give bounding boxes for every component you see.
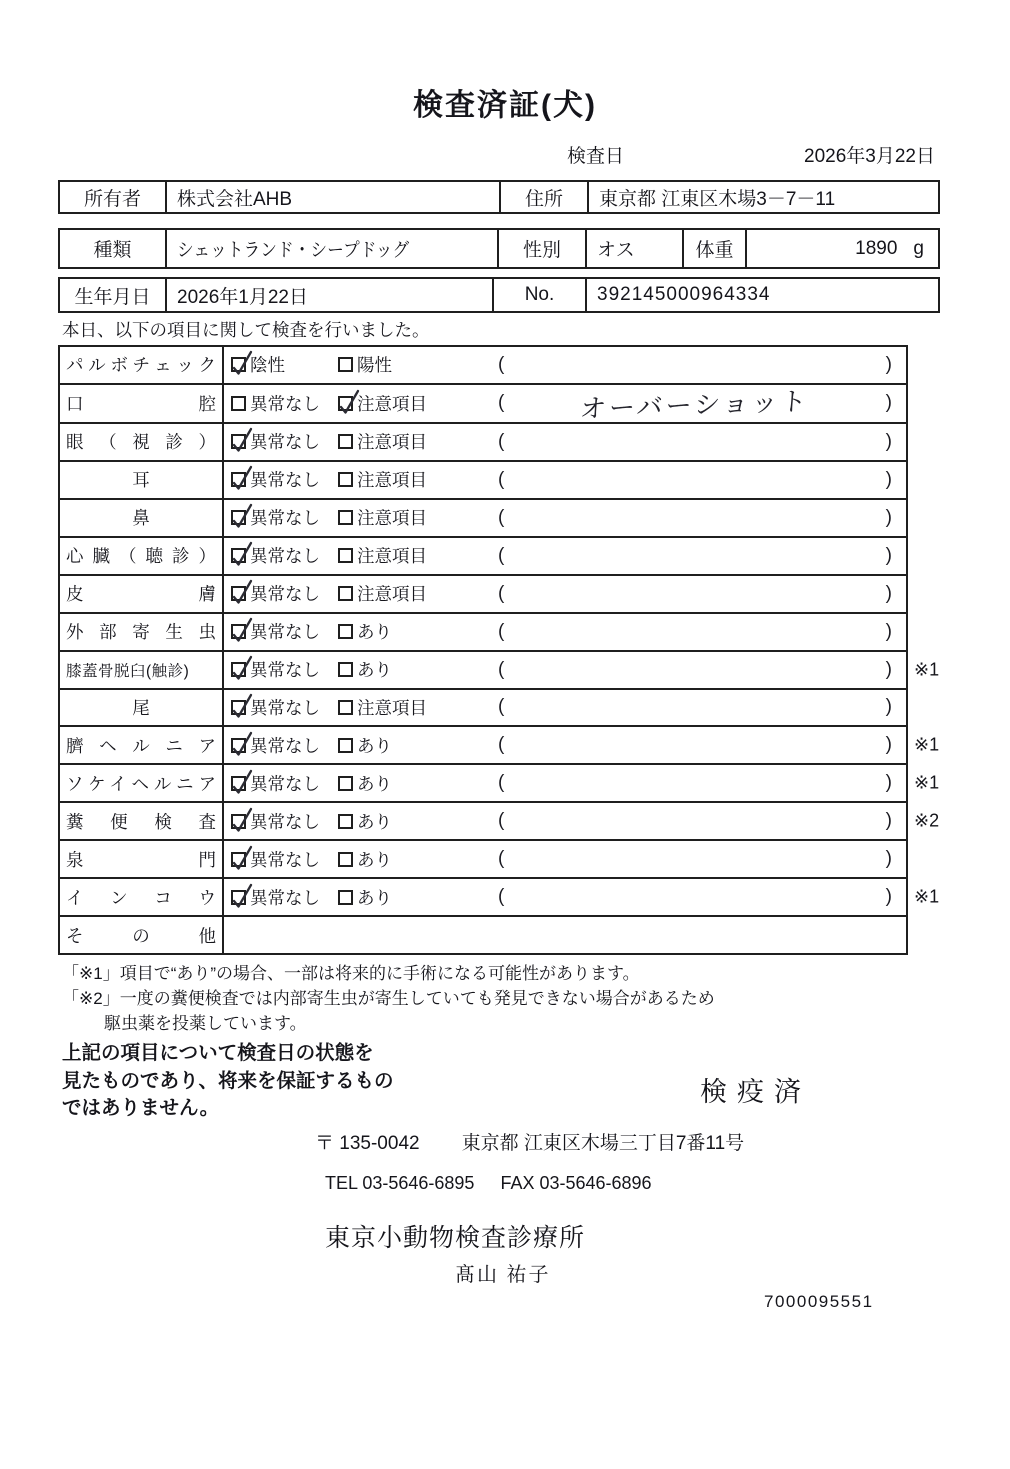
remark-cell — [498, 765, 906, 801]
clinic-postal-code: 〒 135-0042 — [315, 1133, 420, 1154]
footnote-2: 「※2」一度の糞便検査では内部寄生虫が寄生していても発見できない場合があるため — [62, 989, 715, 1008]
row-label-cell — [60, 538, 224, 574]
breed-table — [58, 228, 940, 269]
sex-value: オス — [585, 230, 682, 267]
checkbox — [338, 548, 353, 563]
vet-name: 髙山 祐子 — [455, 1264, 551, 1286]
option-1-label: 異常なし — [250, 584, 320, 605]
checkbox — [338, 472, 353, 487]
checkbox — [338, 890, 353, 905]
checkbox — [231, 510, 246, 525]
clinic-fax: FAX 03-5646-6896 — [500, 1173, 652, 1193]
option-2-cell — [336, 424, 498, 460]
paren-close: ) — [885, 468, 892, 490]
checklist-row — [60, 688, 906, 726]
checklist-row — [60, 839, 906, 877]
option-2-cell — [336, 841, 498, 877]
option-2-label: 陽性 — [357, 355, 392, 376]
option-1-cell — [224, 690, 336, 726]
row-label-cell — [60, 803, 224, 839]
row-label: インコウ — [66, 887, 216, 908]
paren-close: ) — [885, 734, 892, 756]
option-2-cell — [336, 765, 498, 801]
row-label: 眼（視診） — [66, 432, 216, 453]
paren-close: ) — [885, 696, 892, 718]
check-mark-icon — [231, 624, 251, 644]
dob-label: 生年月日 — [74, 286, 151, 308]
paren-close: ) — [885, 392, 892, 414]
option-2-cell — [336, 690, 498, 726]
checklist-row — [60, 536, 906, 574]
checklist-table — [58, 345, 940, 955]
disclaimer-line-2: 見たものであり、将来を保証するもの — [62, 1069, 394, 1092]
remark-cell — [498, 803, 906, 839]
paren-open: ( — [498, 430, 505, 452]
paren-close: ) — [885, 506, 892, 528]
paren-open: ( — [498, 848, 505, 870]
option-2-label: あり — [357, 773, 392, 794]
paren-close: ) — [885, 430, 892, 452]
remark-cell — [498, 690, 906, 726]
option-2-cell — [336, 803, 498, 839]
option-1-label: 陰性 — [250, 355, 285, 376]
row-label-cell — [60, 614, 224, 650]
option-2-cell — [336, 500, 498, 536]
checkbox — [231, 662, 246, 677]
option-2-label: 注意項目 — [357, 508, 427, 529]
option-1-cell — [224, 652, 336, 688]
dob-table — [58, 277, 940, 313]
disclaimer-line-3: ではありません。 — [62, 1097, 220, 1119]
check-mark-icon — [231, 852, 251, 872]
option-2-label: あり — [357, 622, 392, 643]
option-1-cell — [224, 841, 336, 877]
row-label: 鼻 — [132, 508, 150, 529]
option-1-label: 異常なし — [250, 508, 320, 529]
checkbox — [338, 662, 353, 677]
checkbox — [231, 890, 246, 905]
owner-label: 所有者 — [83, 188, 141, 210]
checkbox — [231, 776, 246, 791]
check-mark-icon — [231, 814, 251, 834]
row-label: 尾 — [132, 697, 150, 718]
option-2-label: あり — [357, 849, 392, 870]
row-label-cell — [60, 879, 224, 915]
checkbox — [338, 738, 353, 753]
paren-open: ( — [498, 734, 505, 756]
checklist-row — [60, 877, 940, 915]
dob-value: 2026年1月22日 — [165, 279, 492, 311]
row-label: 耳 — [132, 470, 150, 491]
checkbox — [338, 434, 353, 449]
clinic-tel: TEL 03-5646-6895 — [325, 1173, 475, 1193]
row-label-cell — [60, 500, 224, 536]
paren-close: ) — [885, 353, 892, 375]
option-1-cell — [224, 500, 336, 536]
row-note-marker: ※1 — [914, 886, 940, 907]
check-mark-icon — [231, 510, 251, 530]
clinic-address: 東京都 江東区木場三丁目7番11号 — [461, 1133, 745, 1154]
row-note-marker: ※2 — [914, 810, 940, 831]
remark-cell — [498, 879, 906, 915]
checkbox — [338, 700, 353, 715]
option-2-cell — [336, 576, 498, 612]
checkbox — [231, 472, 246, 487]
row-label: 口腔 — [66, 393, 216, 414]
checkbox — [231, 852, 246, 867]
paren-close: ) — [885, 620, 892, 642]
paren-close: ) — [885, 544, 892, 566]
row-label-cell — [60, 917, 224, 953]
row-label: その他 — [66, 925, 216, 946]
row-label-cell — [60, 727, 224, 763]
option-2-cell — [336, 385, 498, 422]
paren-close: ) — [885, 658, 892, 680]
checkbox — [338, 624, 353, 639]
row-label: 臍ヘルニア — [66, 735, 216, 756]
option-2-cell — [336, 462, 498, 498]
checkbox — [338, 776, 353, 791]
option-2-label: あり — [357, 735, 392, 756]
checkbox — [338, 357, 353, 372]
option-1-cell — [224, 424, 336, 460]
paren-close: ) — [885, 886, 892, 908]
checkbox — [231, 357, 246, 372]
checklist-row — [60, 574, 906, 612]
paren-open: ( — [498, 353, 505, 375]
checklist-row — [60, 650, 940, 688]
option-1-label: 異常なし — [250, 697, 320, 718]
no-value: 392145000964334 — [585, 279, 938, 311]
option-2-cell — [336, 614, 498, 650]
weight-unit: g — [913, 237, 924, 259]
handwritten-remark: オーバーショット — [579, 385, 811, 424]
remark-cell — [498, 347, 906, 383]
paren-open: ( — [498, 544, 505, 566]
option-1-cell — [224, 576, 336, 612]
row-label-cell — [60, 424, 224, 460]
no-label: No. — [492, 279, 585, 311]
option-2-label: 注意項目 — [357, 697, 427, 718]
check-mark-icon — [231, 357, 251, 377]
option-1-cell — [224, 727, 336, 763]
address-value: 東京都 江東区木場3－7－11 — [587, 182, 938, 212]
checkbox — [231, 548, 246, 563]
clinic-tel-line — [325, 1173, 652, 1194]
option-1-label: 異常なし — [250, 887, 320, 908]
option-2-label: あり — [357, 811, 392, 832]
check-mark-icon — [231, 700, 251, 720]
address-label: 住所 — [499, 182, 587, 212]
exam-date-label: 検査日 — [567, 146, 625, 167]
option-1-cell — [224, 347, 336, 383]
option-2-cell — [336, 879, 498, 915]
option-1-label: 異常なし — [250, 393, 320, 414]
remark-cell — [498, 614, 906, 650]
option-1-label: 異常なし — [250, 470, 320, 491]
row-label: 泉門 — [66, 849, 216, 870]
checkbox — [231, 396, 246, 411]
option-1-cell — [224, 614, 336, 650]
paren-open: ( — [498, 658, 505, 680]
certificate-title: 検査済証(犬) — [413, 89, 597, 122]
check-mark-icon — [231, 738, 251, 758]
check-mark-icon — [338, 396, 358, 416]
option-1-label: 異常なし — [250, 773, 320, 794]
checklist-row — [60, 763, 940, 801]
option-2-label: あり — [357, 887, 392, 908]
weight-value: 1890 — [855, 237, 898, 259]
check-mark-icon — [231, 586, 251, 606]
option-1-label: 異常なし — [250, 849, 320, 870]
paren-open: ( — [498, 620, 505, 642]
breed-label: 種類 — [93, 240, 132, 261]
intro-text: 本日、以下の項目に関して検査を行いました。 — [62, 320, 430, 340]
row-note-marker: ※1 — [914, 659, 940, 680]
weight-label: 体重 — [682, 230, 745, 267]
row-label: 膝蓋骨脱臼(触診) — [66, 662, 190, 680]
option-1-label: 異常なし — [250, 735, 320, 756]
remark-cell — [498, 576, 906, 612]
checkbox — [231, 814, 246, 829]
paren-close: ) — [885, 582, 892, 604]
row-label-cell — [60, 347, 224, 383]
checkbox — [231, 700, 246, 715]
checkbox — [338, 852, 353, 867]
row-label: 心臓（聴診） — [66, 546, 216, 567]
option-1-label: 異常なし — [250, 546, 320, 567]
row-label: パルボチェック — [66, 355, 216, 376]
option-1-label: 異常なし — [250, 811, 320, 832]
footnotes — [62, 961, 715, 1036]
option-2-label: 注意項目 — [357, 432, 427, 453]
owner-value: 株式会社AHB — [165, 182, 499, 212]
checklist-row — [60, 383, 906, 422]
remark-cell — [498, 385, 906, 422]
paren-open: ( — [498, 392, 505, 414]
row-label: ソケイヘルニア — [66, 773, 216, 794]
paren-open: ( — [498, 886, 505, 908]
option-1-label: 異常なし — [250, 432, 320, 453]
row-label-cell — [60, 652, 224, 688]
option-2-label: 注意項目 — [357, 546, 427, 567]
footnote-1: 「※1」項目で“あり”の場合、一部は将来的に手術になる可能性があります。 — [62, 964, 640, 983]
paren-close: ) — [885, 810, 892, 832]
paren-open: ( — [498, 772, 505, 794]
option-1-label: 異常なし — [250, 622, 320, 643]
option-2-cell — [336, 538, 498, 574]
checklist-row — [60, 612, 906, 650]
option-2-cell — [336, 652, 498, 688]
check-mark-icon — [231, 890, 251, 910]
option-2-label: 注意項目 — [357, 393, 427, 414]
paren-open: ( — [498, 582, 505, 604]
owner-table — [58, 180, 940, 214]
checklist-row — [60, 915, 906, 953]
option-2-label: あり — [357, 660, 392, 681]
remark-cell — [498, 727, 906, 763]
row-label-cell — [60, 385, 224, 422]
check-mark-icon — [231, 776, 251, 796]
option-1-cell — [224, 538, 336, 574]
checkbox — [231, 624, 246, 639]
row-label-cell — [60, 841, 224, 877]
row-label-cell — [60, 765, 224, 801]
row-label: 外部寄生虫 — [66, 622, 216, 643]
paren-close: ) — [885, 772, 892, 794]
paren-open: ( — [498, 468, 505, 490]
exam-date-row — [567, 141, 935, 168]
option-1-label: 異常なし — [250, 660, 320, 681]
remark-cell — [498, 538, 906, 574]
row-label: 糞便検査 — [66, 811, 216, 832]
option-2-label: 注意項目 — [357, 470, 427, 491]
option-1-cell — [224, 765, 336, 801]
checkbox — [231, 738, 246, 753]
breed-value: シェットランド・シープドッグ — [165, 230, 497, 267]
checklist-row — [60, 801, 940, 839]
checklist-row — [60, 498, 906, 536]
paren-open: ( — [498, 696, 505, 718]
checkbox — [338, 510, 353, 525]
row-label-cell — [60, 576, 224, 612]
footnote-2-continued: 駆虫薬を投薬しています。 — [104, 1014, 307, 1033]
checklist-row — [60, 422, 906, 460]
check-mark-icon — [231, 662, 251, 682]
checkbox — [338, 396, 353, 411]
remark-cell — [498, 652, 906, 688]
clinic-postal-line — [315, 1128, 744, 1155]
serial-number: 7000095551 — [764, 1292, 874, 1311]
row-note-marker: ※1 — [914, 772, 940, 793]
checklist-row — [60, 460, 906, 498]
checkbox — [338, 586, 353, 601]
remark-cell — [498, 424, 906, 460]
row-label-cell — [60, 462, 224, 498]
option-1-cell — [224, 879, 336, 915]
row-note-marker: ※1 — [914, 734, 940, 755]
paren-open: ( — [498, 810, 505, 832]
checklist-row — [60, 347, 906, 383]
clinic-name: 東京小動物検査診療所 — [325, 1224, 586, 1252]
remark-cell — [498, 841, 906, 877]
option-2-cell — [336, 347, 498, 383]
check-mark-icon — [231, 548, 251, 568]
row-label: 皮膚 — [66, 584, 216, 605]
checkbox — [231, 434, 246, 449]
row-label-cell — [60, 690, 224, 726]
remark-cell — [498, 500, 906, 536]
option-1-cell — [224, 803, 336, 839]
disclaimer-line-1: 上記の項目について検査日の状態を — [62, 1042, 374, 1064]
option-1-cell — [224, 385, 336, 422]
option-2-label: 注意項目 — [357, 584, 427, 605]
exam-date-value: 2026年3月22日 — [804, 146, 935, 167]
check-mark-icon — [231, 472, 251, 492]
remark-cell — [498, 462, 906, 498]
checkbox — [231, 586, 246, 601]
quarantine-stamp: 検疫済 — [700, 1077, 811, 1107]
paren-open: ( — [498, 506, 505, 528]
sex-label: 性別 — [497, 230, 585, 267]
checklist-row — [60, 725, 940, 763]
option-2-cell — [336, 727, 498, 763]
paren-close: ) — [885, 848, 892, 870]
disclaimer — [62, 1040, 394, 1123]
checkbox — [338, 814, 353, 829]
weight-cell — [745, 230, 938, 267]
check-mark-icon — [231, 434, 251, 454]
option-1-cell — [224, 462, 336, 498]
